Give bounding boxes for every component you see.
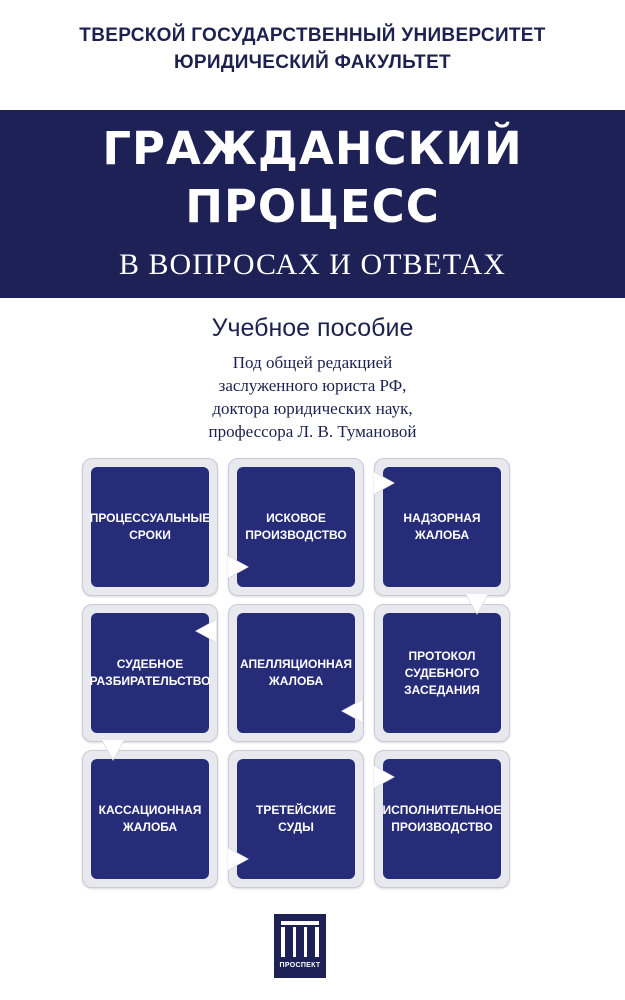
tile-label: ПРОТОКОЛ СУДЕБНОГО ЗАСЕДАНИЯ [383,613,501,733]
tile-court-protocol [374,604,510,742]
faculty-name: ЮРИДИЧЕСКИЙ ФАКУЛЬТЕТ [174,52,451,73]
tile-label: СУДЕБНОЕ РАЗБИРАТЕЛЬСТВО [91,613,209,733]
editor-line-4: профессора Л. В. Тумановой [208,422,417,441]
subtitle: В ВОПРОСАХ И ОТВЕТАХ [119,248,506,281]
title-line-2: ПРОЦЕСС [185,180,440,233]
tile-label: НАДЗОРНАЯ ЖАЛОБА [383,467,501,587]
editor-line-2: заслуженного юриста РФ, [218,376,407,395]
edition-type: Учебное пособие [211,314,414,342]
tile-supervisory-appeal [374,458,510,596]
university-name: ТВЕРСКОЙ ГОСУДАРСТВЕННЫЙ УНИВЕРСИТЕТ [79,25,546,46]
title-line-1: ГРАЖДАНСКИЙ [102,122,523,175]
arrow-down-icon [102,740,124,760]
building-icon [281,921,319,957]
arrow-left-icon [342,700,362,722]
tile-label: ИСКОВОЕ ПРОИЗВОДСТВО [237,467,355,587]
tile-arbitration-courts [228,750,364,888]
tile-label: ТРЕТЕЙСКИЕ СУДЫ [237,759,355,879]
tile-label: КАССАЦИОННАЯ ЖАЛОБА [91,759,209,879]
arrow-down-icon [466,594,488,614]
tile-label: ПРОЦЕССУАЛЬНЫЕ СРОКИ [91,467,209,587]
tile-procedural-deadlines [82,458,218,596]
arrow-right-icon [228,848,248,870]
editor-line-1: Под общей редакцией [232,353,393,372]
editor-block [0,351,625,443]
tile-label: ИСПОЛНИТЕЛЬНОЕ ПРОИЗВОДСТВО [383,759,501,879]
header [0,22,625,76]
tile-enforcement-proceedings [374,750,510,888]
arrow-right-icon [228,556,248,578]
publisher-logo [274,914,326,978]
arrow-right-icon [374,472,394,494]
tile-label: АПЕЛЛЯЦИОННАЯ ЖАЛОБА [237,613,355,733]
arrow-right-icon [374,766,394,788]
arrow-left-icon [196,620,216,642]
tile-cassation-appeal [82,750,218,888]
publisher-name: ПРОСПЕКТ [279,962,321,969]
editor-line-3: доктора юридических наук, [212,399,413,418]
tile-claim-proceedings [228,458,364,596]
